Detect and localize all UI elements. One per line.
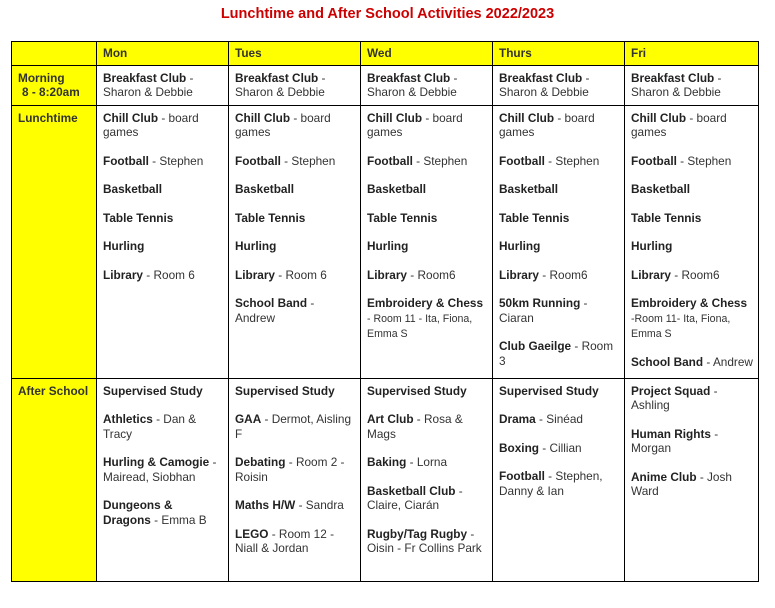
activity-name: Hurling & Camogie — [103, 455, 210, 469]
activity-item — [235, 412, 355, 441]
activity-item — [631, 384, 753, 413]
day-header: Mon — [97, 42, 229, 66]
schedule-cell — [625, 105, 759, 378]
table-row — [12, 65, 759, 105]
activity-item — [631, 111, 753, 140]
schedule-cell — [625, 378, 759, 581]
activity-name: Hurling — [235, 239, 277, 253]
day-header: Tues — [229, 42, 361, 66]
activity-detail: - Josh Ward — [631, 469, 732, 498]
row-sublabel: 8 - 8:20am — [22, 85, 80, 99]
activity-detail: - board games — [103, 110, 199, 139]
activity-detail: - Sinéad — [535, 412, 583, 426]
activity-detail: - Morgan — [631, 426, 719, 455]
activity-name: Drama — [499, 412, 536, 426]
activity-name: School Band — [235, 296, 308, 310]
activity-item — [499, 154, 619, 169]
schedule-cell — [493, 378, 625, 581]
activity-item — [631, 355, 753, 370]
activity-detail: - board games — [499, 110, 595, 139]
activity-item — [235, 455, 355, 484]
schedule-cell — [229, 105, 361, 378]
activity-item — [499, 412, 619, 427]
activity-name: GAA — [235, 412, 262, 426]
activity-item — [367, 182, 487, 197]
activity-item — [499, 469, 619, 498]
activity-item — [499, 182, 619, 197]
activity-name: Chill Club — [367, 110, 423, 125]
activity-detail: - Room6 — [671, 267, 720, 282]
activity-item — [499, 111, 619, 140]
activity-name: Dungeons & Dragons — [103, 498, 173, 527]
row-label: Lunchtime — [18, 110, 78, 125]
activity-item — [103, 384, 223, 399]
corner-cell — [12, 42, 97, 66]
activity-item — [499, 71, 619, 100]
activity-item — [367, 268, 487, 283]
activity-name: Football — [499, 153, 545, 168]
activity-name: Chill Club — [103, 110, 159, 125]
day-header: Thurs — [493, 42, 625, 66]
activity-name: Football — [235, 153, 281, 168]
activity-name: LEGO — [235, 526, 269, 541]
activity-detail: - Room 2 - Roisin — [235, 455, 345, 484]
activity-name: 50km Running — [499, 296, 581, 310]
activity-name: Embroidery & Chess — [367, 296, 484, 310]
activity-name: Hurling — [499, 239, 541, 253]
activity-detail: - Stephen — [280, 153, 336, 168]
activity-detail: - Oisin - Fr Collins Park — [367, 526, 482, 555]
activity-name: Debating — [235, 455, 286, 469]
activity-name: Basketball — [499, 182, 559, 196]
activity-detail: - Dan & Tracy — [103, 412, 197, 441]
activity-item — [103, 211, 223, 226]
activity-name: Library — [631, 267, 671, 282]
activity-item — [367, 484, 487, 513]
activity-detail: - Sandra — [295, 498, 344, 512]
activity-detail: - Mairead, Siobhan — [103, 455, 217, 484]
activity-detail: - Sharon & Debbie — [235, 70, 326, 99]
activity-item — [499, 339, 619, 368]
activity-item — [103, 111, 223, 140]
activity-name: Table Tennis — [235, 210, 306, 225]
activity-item — [367, 527, 487, 556]
activity-item — [631, 71, 753, 100]
activity-detail: - Stephen — [544, 153, 600, 168]
activity-name: Basketball Club — [367, 483, 456, 498]
activity-name: Anime Club — [631, 469, 697, 484]
activity-item — [367, 111, 487, 140]
schedule-cell — [493, 105, 625, 378]
activity-name: Athletics — [103, 412, 153, 426]
activity-detail: - Room 12 - Niall & Jordan — [235, 526, 334, 555]
activity-name: Breakfast Club — [103, 70, 187, 85]
activity-name: Breakfast Club — [499, 70, 583, 85]
activity-detail: - Room6 — [407, 267, 456, 282]
activity-detail: - Lorna — [406, 455, 447, 469]
activity-item — [631, 268, 753, 283]
activity-name: Chill Club — [631, 110, 687, 125]
activity-item — [235, 296, 355, 325]
activity-detail: - Sharon & Debbie — [631, 70, 722, 99]
activity-name: Supervised Study — [103, 383, 203, 398]
schedule-cell — [625, 65, 759, 105]
activity-item — [235, 154, 355, 169]
activity-detail: - board games — [631, 110, 727, 139]
activity-detail: - Ashling — [631, 383, 718, 412]
activity-item — [367, 384, 487, 399]
activity-item — [235, 498, 355, 513]
activity-name: Chill Club — [235, 110, 291, 125]
activity-detail: - Stephen — [412, 153, 468, 168]
activity-name: Basketball — [367, 182, 427, 196]
activity-detail: - board games — [367, 110, 463, 139]
activity-item — [367, 412, 487, 441]
schedule-cell — [97, 378, 229, 581]
activity-name: Project Squad — [631, 383, 711, 398]
activity-item — [103, 71, 223, 100]
activity-name: School Band — [631, 355, 704, 369]
activity-item — [103, 268, 223, 283]
activity-detail: - Andrew — [703, 355, 753, 369]
activity-item — [235, 268, 355, 283]
activity-item — [499, 239, 619, 254]
activity-name: Supervised Study — [235, 383, 335, 398]
activity-name: Football — [367, 153, 413, 168]
activity-name: Supervised Study — [367, 383, 467, 398]
activity-name: Basketball — [235, 182, 295, 196]
activity-name: Breakfast Club — [235, 70, 319, 85]
activity-item — [235, 71, 355, 100]
activities-table — [11, 41, 759, 582]
activity-name: Baking — [367, 455, 407, 469]
activity-detail: - Stephen — [676, 153, 732, 168]
day-header: Fri — [625, 42, 759, 66]
schedule-cell — [361, 378, 493, 581]
activity-name: Library — [235, 267, 275, 282]
activity-name: Rugby/Tag Rugby — [367, 526, 468, 541]
activity-item — [103, 498, 223, 527]
activity-item — [367, 211, 487, 226]
activity-detail: - Room 6 — [143, 267, 195, 282]
activity-item — [499, 296, 619, 325]
activity-detail: - Dermot, Aisling F — [235, 412, 352, 441]
activity-item — [499, 211, 619, 226]
activity-detail: - Ciaran — [499, 296, 588, 325]
activity-name: Football — [103, 153, 149, 168]
activity-name: Football — [631, 153, 677, 168]
activity-item — [235, 211, 355, 226]
activity-item — [631, 239, 753, 254]
schedule-cell — [361, 105, 493, 378]
activity-item — [103, 239, 223, 254]
activity-item — [367, 296, 487, 341]
activity-detail: - Sharon & Debbie — [367, 70, 458, 99]
activity-detail: - Stephen — [148, 153, 204, 168]
activity-item — [631, 427, 753, 456]
activity-name: Table Tennis — [499, 210, 570, 225]
activity-name: Chill Club — [499, 110, 555, 125]
activity-detail: - Andrew — [235, 296, 315, 325]
activity-item — [631, 470, 753, 499]
activity-name: Art Club — [367, 412, 414, 426]
day-header: Wed — [361, 42, 493, 66]
row-label: Morning — [18, 70, 65, 85]
activity-detail: - Sharon & Debbie — [499, 70, 590, 99]
activity-name: Breakfast Club — [367, 70, 451, 85]
activity-name: Hurling — [103, 239, 145, 253]
activity-item — [103, 412, 223, 441]
activity-item — [367, 239, 487, 254]
activity-item — [103, 182, 223, 197]
activity-detail: - Room 6 — [275, 267, 327, 282]
activity-detail: - Sharon & Debbie — [103, 70, 194, 99]
activity-name: Human Rights — [631, 426, 711, 441]
schedule-cell — [493, 65, 625, 105]
activity-name: Embroidery & Chess — [631, 296, 748, 310]
activity-name: Football — [499, 469, 545, 483]
activity-item — [367, 154, 487, 169]
activity-item — [499, 384, 619, 399]
table-row — [12, 378, 759, 581]
schedule-cell — [97, 65, 229, 105]
activity-item — [235, 239, 355, 254]
activity-item — [631, 182, 753, 197]
row-header-lunch — [12, 105, 97, 378]
activity-name: Club Gaeilge — [499, 339, 572, 353]
activity-detail: - Stephen, Danny & Ian — [499, 469, 603, 498]
activity-item — [235, 111, 355, 140]
schedule-cell — [97, 105, 229, 378]
activity-item — [631, 154, 753, 169]
activity-item — [631, 296, 753, 341]
activity-detail: - Cillian — [538, 440, 582, 455]
activity-item — [235, 182, 355, 197]
header-row — [12, 42, 759, 66]
page-title: Lunchtime and After School Activities 2022/2023 — [220, 6, 555, 22]
table-row — [12, 105, 759, 378]
row-header-morning — [12, 65, 97, 105]
activity-name: Table Tennis — [367, 210, 438, 225]
activity-detail: - board games — [235, 110, 331, 139]
activity-name: Supervised Study — [499, 383, 599, 398]
activity-item — [103, 455, 223, 484]
activity-detail: - Room6 — [539, 267, 588, 282]
activity-item — [103, 154, 223, 169]
activity-name: Basketball — [631, 182, 691, 196]
activity-name: Boxing — [499, 440, 539, 455]
activity-detail: -Room 11- Ita, Fiona, Emma S — [631, 313, 731, 340]
schedule-cell — [361, 65, 493, 105]
row-label: After School — [18, 383, 89, 398]
activity-detail: - Room 11 - Ita, Fiona, Emma S — [367, 313, 473, 340]
activity-name: Breakfast Club — [631, 70, 715, 85]
activity-name: Maths H/W — [235, 498, 296, 512]
activity-name: Hurling — [367, 239, 409, 253]
activity-detail: - Rosa & Mags — [367, 412, 463, 441]
activity-item — [367, 71, 487, 100]
activity-item — [499, 268, 619, 283]
activity-name: Library — [367, 267, 407, 282]
activity-name: Library — [499, 267, 539, 282]
activity-detail: - Room 3 — [499, 339, 614, 368]
activity-detail: - Emma B — [150, 512, 207, 527]
activity-name: Table Tennis — [631, 210, 702, 225]
activity-name: Table Tennis — [103, 210, 174, 225]
activity-item — [631, 211, 753, 226]
activity-item — [367, 455, 487, 470]
activity-item — [235, 527, 355, 556]
activity-detail: - Claire, Ciarán — [367, 483, 463, 512]
schedule-cell — [229, 378, 361, 581]
activity-item — [235, 384, 355, 399]
row-header-after — [12, 378, 97, 581]
activity-name: Hurling — [631, 239, 673, 253]
schedule-cell — [229, 65, 361, 105]
activity-item — [499, 441, 619, 456]
activity-name: Basketball — [103, 182, 163, 196]
activity-name: Library — [103, 267, 143, 282]
